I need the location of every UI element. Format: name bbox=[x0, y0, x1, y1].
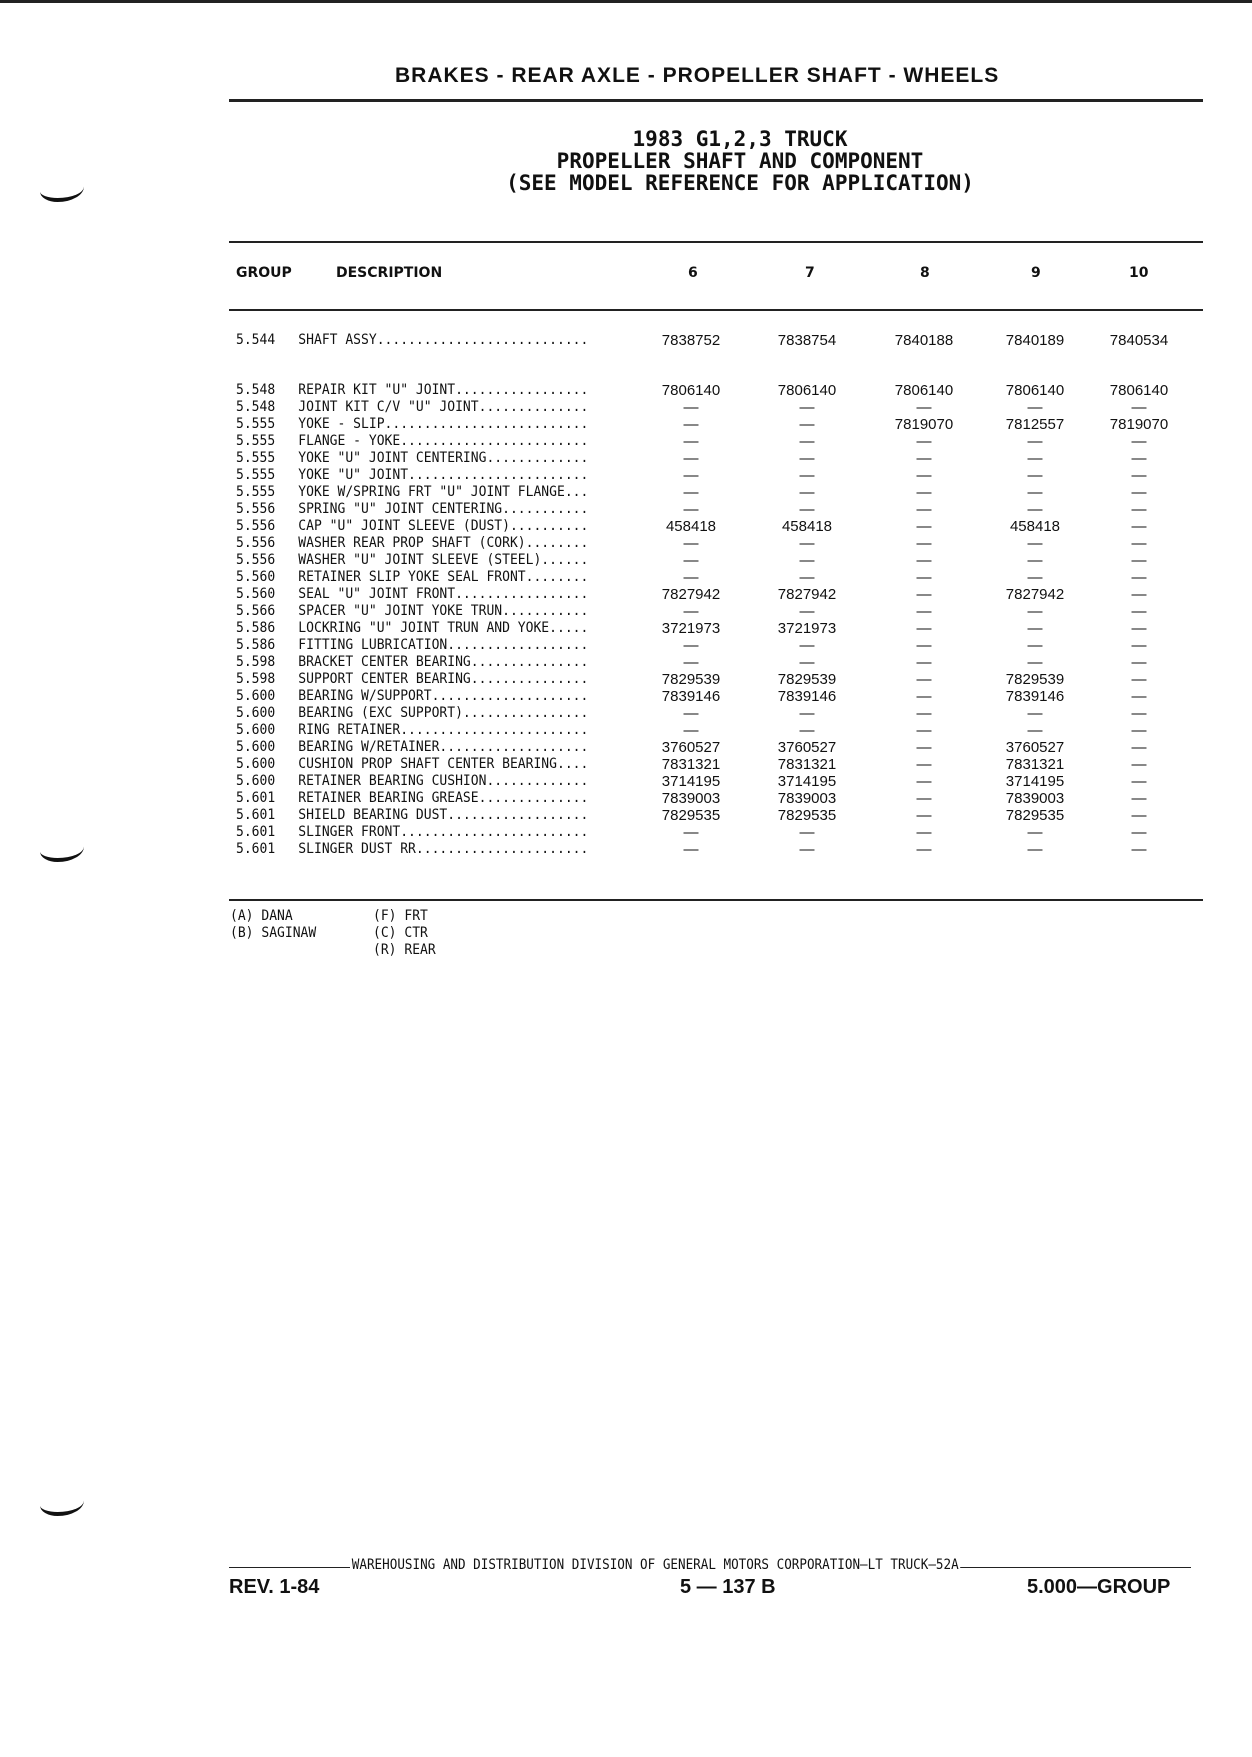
table-row bbox=[236, 688, 589, 705]
row-group: 5.600 bbox=[236, 722, 276, 738]
section-header: BRAKES - REAR AXLE - PROPELLER SHAFT - WHEELS bbox=[395, 64, 1000, 87]
row-cell-col-6: — bbox=[683, 535, 699, 552]
row-cell-col-7: — bbox=[799, 501, 815, 518]
row-cell-col-10: — bbox=[1131, 484, 1147, 501]
row-cell-col-10: — bbox=[1131, 739, 1147, 756]
row-cell-col-6: 7831321 bbox=[661, 756, 721, 773]
row-group: 5.586 bbox=[236, 637, 276, 653]
row-cell-col-8: — bbox=[916, 450, 932, 467]
row-group: 5.601 bbox=[236, 807, 276, 823]
row-cell-col-8: — bbox=[916, 773, 932, 790]
row-description: SUPPORT CENTER BEARING............... bbox=[298, 671, 589, 687]
row-cell-col-7: — bbox=[799, 824, 815, 841]
row-cell-col-6: — bbox=[683, 467, 699, 484]
row-cell-col-10: — bbox=[1131, 450, 1147, 467]
row-description: SHAFT ASSY........................... bbox=[298, 332, 589, 348]
column-header-9: 9 bbox=[1031, 265, 1041, 281]
row-description: SHIELD BEARING DUST.................. bbox=[298, 807, 589, 823]
row-group: 5.548 bbox=[236, 382, 276, 398]
row-description: SPACER "U" JOINT YOKE TRUN........... bbox=[298, 603, 589, 619]
footer-group: 5.000—GROUP bbox=[1027, 1576, 1171, 1598]
row-cell-col-7: — bbox=[799, 399, 815, 416]
binder-hole-mark bbox=[40, 1490, 84, 1516]
row-cell-col-9: — bbox=[1027, 824, 1043, 841]
row-cell-col-8: — bbox=[916, 756, 932, 773]
row-cell-col-10: — bbox=[1131, 467, 1147, 484]
row-cell-col-8: — bbox=[916, 620, 932, 637]
row-cell-col-9: 7831321 bbox=[1005, 756, 1065, 773]
table-row bbox=[236, 603, 589, 620]
table-row bbox=[236, 552, 589, 569]
row-cell-col-9: — bbox=[1027, 722, 1043, 739]
row-description: LOCKRING "U" JOINT TRUN AND YOKE..... bbox=[298, 620, 589, 636]
row-cell-col-7: 7806140 bbox=[777, 382, 837, 399]
row-cell-col-9: — bbox=[1027, 399, 1043, 416]
table-row bbox=[236, 382, 589, 399]
row-group: 5.601 bbox=[236, 841, 276, 857]
row-group: 5.556 bbox=[236, 518, 276, 534]
table-row bbox=[236, 756, 589, 773]
row-cell-col-9: 3714195 bbox=[1005, 773, 1065, 790]
table-row bbox=[236, 620, 589, 637]
table-row bbox=[236, 773, 589, 790]
row-cell-col-7: 7838754 bbox=[777, 332, 837, 349]
row-cell-col-7: 7839003 bbox=[777, 790, 837, 807]
row-cell-col-8: — bbox=[916, 535, 932, 552]
row-cell-col-6: — bbox=[683, 399, 699, 416]
table-row bbox=[236, 586, 589, 603]
row-cell-col-8: — bbox=[916, 569, 932, 586]
row-cell-col-8: — bbox=[916, 824, 932, 841]
header-rule bbox=[229, 99, 1203, 102]
row-cell-col-10: — bbox=[1131, 518, 1147, 535]
row-cell-col-9: 7840189 bbox=[1005, 332, 1065, 349]
row-cell-col-9: 458418 bbox=[1009, 518, 1061, 535]
legend-item: (A) DANA bbox=[230, 908, 293, 924]
row-cell-col-10: — bbox=[1131, 637, 1147, 654]
row-cell-col-6: 458418 bbox=[665, 518, 717, 535]
row-cell-col-6: — bbox=[683, 637, 699, 654]
table-row bbox=[236, 450, 589, 467]
row-cell-col-8: — bbox=[916, 671, 932, 688]
row-group: 5.555 bbox=[236, 433, 276, 449]
row-cell-col-10: — bbox=[1131, 773, 1147, 790]
row-description: SPRING "U" JOINT CENTERING........... bbox=[298, 501, 589, 517]
row-cell-col-6: 7839003 bbox=[661, 790, 721, 807]
legend-item: (B) SAGINAW bbox=[230, 925, 317, 941]
row-cell-col-8: — bbox=[916, 841, 932, 858]
row-description: SLINGER FRONT........................ bbox=[298, 824, 589, 840]
row-description: YOKE "U" JOINT....................... bbox=[298, 467, 589, 483]
row-cell-col-9: 7829535 bbox=[1005, 807, 1065, 824]
row-group: 5.600 bbox=[236, 688, 276, 704]
row-group: 5.556 bbox=[236, 535, 276, 551]
row-cell-col-10: — bbox=[1131, 501, 1147, 518]
row-group: 5.600 bbox=[236, 739, 276, 755]
row-description: RING RETAINER........................ bbox=[298, 722, 589, 738]
row-cell-col-7: — bbox=[799, 637, 815, 654]
row-cell-col-6: 3760527 bbox=[661, 739, 721, 756]
row-cell-col-6: — bbox=[683, 433, 699, 450]
row-cell-col-6: 3721973 bbox=[661, 620, 721, 637]
row-description: YOKE "U" JOINT CENTERING............. bbox=[298, 450, 589, 466]
row-group: 5.566 bbox=[236, 603, 276, 619]
row-cell-col-8: — bbox=[916, 688, 932, 705]
column-header-8: 8 bbox=[920, 265, 930, 281]
row-description: SEAL "U" JOINT FRONT................. bbox=[298, 586, 589, 602]
row-cell-col-7: 3721973 bbox=[777, 620, 837, 637]
row-cell-col-6: — bbox=[683, 484, 699, 501]
row-cell-col-10: — bbox=[1131, 841, 1147, 858]
row-cell-col-10: — bbox=[1131, 722, 1147, 739]
row-cell-col-6: — bbox=[683, 603, 699, 620]
table-row bbox=[236, 433, 589, 450]
row-cell-col-7: 7839146 bbox=[777, 688, 837, 705]
row-group: 5.556 bbox=[236, 501, 276, 517]
row-cell-col-7: — bbox=[799, 467, 815, 484]
row-cell-col-9: 7812557 bbox=[1005, 416, 1065, 433]
row-cell-col-8: — bbox=[916, 637, 932, 654]
row-description: REPAIR KIT "U" JOINT................. bbox=[298, 382, 589, 398]
row-cell-col-6: 7827942 bbox=[661, 586, 721, 603]
row-cell-col-8: — bbox=[916, 467, 932, 484]
row-description: YOKE W/SPRING FRT "U" JOINT FLANGE... bbox=[298, 484, 589, 500]
row-cell-col-10: — bbox=[1131, 756, 1147, 773]
row-group: 5.560 bbox=[236, 569, 276, 585]
row-cell-col-7: — bbox=[799, 535, 815, 552]
row-description: FLANGE - YOKE........................ bbox=[298, 433, 589, 449]
row-cell-col-9: — bbox=[1027, 552, 1043, 569]
table-row bbox=[236, 569, 589, 586]
row-description: WASHER REAR PROP SHAFT (CORK)........ bbox=[298, 535, 589, 551]
row-cell-col-6: 7839146 bbox=[661, 688, 721, 705]
row-cell-col-10: — bbox=[1131, 620, 1147, 637]
row-cell-col-9: — bbox=[1027, 637, 1043, 654]
column-header-7: 7 bbox=[805, 265, 815, 281]
row-cell-col-6: — bbox=[683, 416, 699, 433]
row-cell-col-9: — bbox=[1027, 705, 1043, 722]
row-cell-col-7: 7831321 bbox=[777, 756, 837, 773]
row-cell-col-10: — bbox=[1131, 807, 1147, 824]
row-cell-col-10: — bbox=[1131, 552, 1147, 569]
row-cell-col-6: — bbox=[683, 450, 699, 467]
row-cell-col-9: — bbox=[1027, 569, 1043, 586]
title-line-3: (SEE MODEL REFERENCE FOR APPLICATION) bbox=[506, 171, 974, 195]
row-cell-col-10: — bbox=[1131, 824, 1147, 841]
row-cell-col-10: — bbox=[1131, 433, 1147, 450]
row-cell-col-7: — bbox=[799, 603, 815, 620]
row-cell-col-6: — bbox=[683, 722, 699, 739]
row-cell-col-9: 7839146 bbox=[1005, 688, 1065, 705]
row-cell-col-10: — bbox=[1131, 671, 1147, 688]
row-cell-col-7: 7829539 bbox=[777, 671, 837, 688]
row-cell-col-6: 7829539 bbox=[661, 671, 721, 688]
row-cell-col-7: 3714195 bbox=[777, 773, 837, 790]
row-cell-col-10: — bbox=[1131, 569, 1147, 586]
row-cell-col-8: — bbox=[916, 501, 932, 518]
column-header-group: GROUP bbox=[236, 265, 292, 281]
row-cell-col-6: — bbox=[683, 824, 699, 841]
row-cell-col-9: — bbox=[1027, 535, 1043, 552]
row-group: 5.560 bbox=[236, 586, 276, 602]
row-cell-col-10: — bbox=[1131, 586, 1147, 603]
table-row bbox=[236, 518, 589, 535]
column-header-10: 10 bbox=[1129, 265, 1149, 281]
row-cell-col-7: — bbox=[799, 433, 815, 450]
row-cell-col-8: 7806140 bbox=[894, 382, 954, 399]
table-row bbox=[236, 705, 589, 722]
row-cell-col-7: — bbox=[799, 552, 815, 569]
row-cell-col-10: 7806140 bbox=[1109, 382, 1169, 399]
row-cell-col-8: — bbox=[916, 518, 932, 535]
row-cell-col-8: — bbox=[916, 722, 932, 739]
row-description: CUSHION PROP SHAFT CENTER BEARING.... bbox=[298, 756, 589, 772]
table-bottom-rule bbox=[229, 899, 1203, 901]
row-cell-col-7: 3760527 bbox=[777, 739, 837, 756]
footer-page-number: 5 — 137 B bbox=[680, 1576, 776, 1598]
row-cell-col-8: — bbox=[916, 654, 932, 671]
row-cell-col-7: — bbox=[799, 569, 815, 586]
row-cell-col-10: — bbox=[1131, 654, 1147, 671]
row-description: BRACKET CENTER BEARING............... bbox=[298, 654, 589, 670]
row-description: WASHER "U" JOINT SLEEVE (STEEL)...... bbox=[298, 552, 589, 568]
row-cell-col-7: 7827942 bbox=[777, 586, 837, 603]
row-cell-col-7: — bbox=[799, 841, 815, 858]
footer-division: WAREHOUSING AND DISTRIBUTION DIVISION OF GENERAL MOTORS CORPORATION—LT TRUCK—52A bbox=[351, 1557, 959, 1573]
row-cell-col-8: — bbox=[916, 586, 932, 603]
row-cell-col-6: — bbox=[683, 654, 699, 671]
title-line-1: 1983 G1,2,3 TRUCK bbox=[632, 127, 848, 151]
row-cell-col-7: — bbox=[799, 416, 815, 433]
row-description: BEARING W/RETAINER................... bbox=[298, 739, 589, 755]
row-cell-col-10: — bbox=[1131, 688, 1147, 705]
row-group: 5.555 bbox=[236, 450, 276, 466]
row-description: CAP "U" JOINT SLEEVE (DUST).......... bbox=[298, 518, 589, 534]
row-cell-col-8: — bbox=[916, 552, 932, 569]
row-cell-col-10: — bbox=[1131, 790, 1147, 807]
row-group: 5.556 bbox=[236, 552, 276, 568]
row-cell-col-6: 7829535 bbox=[661, 807, 721, 824]
table-row bbox=[236, 467, 589, 484]
row-description: RETAINER BEARING GREASE.............. bbox=[298, 790, 589, 806]
table-top-rule bbox=[229, 241, 1203, 243]
row-cell-col-8: — bbox=[916, 739, 932, 756]
row-group: 5.555 bbox=[236, 467, 276, 483]
row-description: RETAINER BEARING CUSHION............. bbox=[298, 773, 589, 789]
row-cell-col-9: — bbox=[1027, 501, 1043, 518]
row-cell-col-7: 7829535 bbox=[777, 807, 837, 824]
row-cell-col-8: — bbox=[916, 603, 932, 620]
row-cell-col-6: — bbox=[683, 841, 699, 858]
table-row bbox=[236, 807, 589, 824]
row-description: SLINGER DUST RR...................... bbox=[298, 841, 589, 857]
row-group: 5.548 bbox=[236, 399, 276, 415]
table-row bbox=[236, 824, 589, 841]
row-cell-col-9: 7829539 bbox=[1005, 671, 1065, 688]
row-cell-col-7: — bbox=[799, 450, 815, 467]
footer-revision: REV. 1-84 bbox=[229, 1576, 320, 1598]
row-group: 5.586 bbox=[236, 620, 276, 636]
row-cell-col-8: — bbox=[916, 790, 932, 807]
row-cell-col-9: — bbox=[1027, 841, 1043, 858]
row-cell-col-9: — bbox=[1027, 484, 1043, 501]
table-row bbox=[236, 671, 589, 688]
row-group: 5.544 bbox=[236, 332, 276, 348]
row-cell-col-9: 7827942 bbox=[1005, 586, 1065, 603]
row-cell-col-9: — bbox=[1027, 433, 1043, 450]
row-cell-col-6: — bbox=[683, 501, 699, 518]
table-row bbox=[236, 722, 589, 739]
top-border bbox=[0, 0, 1252, 3]
row-cell-col-9: 7839003 bbox=[1005, 790, 1065, 807]
row-group: 5.600 bbox=[236, 756, 276, 772]
table-row bbox=[236, 790, 589, 807]
row-group: 5.600 bbox=[236, 705, 276, 721]
legend-right bbox=[373, 908, 436, 959]
table-row bbox=[236, 654, 589, 671]
row-description: FITTING LUBRICATION.................. bbox=[298, 637, 589, 653]
row-cell-col-8: — bbox=[916, 705, 932, 722]
row-cell-col-10: — bbox=[1131, 399, 1147, 416]
row-cell-col-7: — bbox=[799, 484, 815, 501]
row-group: 5.598 bbox=[236, 654, 276, 670]
table-row bbox=[236, 332, 589, 349]
table-row bbox=[236, 484, 589, 501]
row-description: BEARING (EXC SUPPORT)................ bbox=[298, 705, 589, 721]
row-cell-col-8: — bbox=[916, 484, 932, 501]
row-cell-col-9: — bbox=[1027, 467, 1043, 484]
binder-hole-mark bbox=[40, 836, 84, 862]
row-description: BEARING W/SUPPORT.................... bbox=[298, 688, 589, 704]
row-cell-col-6: 3714195 bbox=[661, 773, 721, 790]
row-cell-col-6: 7838752 bbox=[661, 332, 721, 349]
row-group: 5.601 bbox=[236, 790, 276, 806]
row-cell-col-8: — bbox=[916, 807, 932, 824]
row-cell-col-6: — bbox=[683, 705, 699, 722]
row-cell-col-8: — bbox=[916, 399, 932, 416]
row-cell-col-8: 7840188 bbox=[894, 332, 954, 349]
row-cell-col-8: 7819070 bbox=[894, 416, 954, 433]
row-description: YOKE - SLIP.......................... bbox=[298, 416, 589, 432]
row-cell-col-7: — bbox=[799, 705, 815, 722]
row-cell-col-10: 7819070 bbox=[1109, 416, 1169, 433]
row-group: 5.555 bbox=[236, 416, 276, 432]
row-group: 5.601 bbox=[236, 824, 276, 840]
column-header-rule bbox=[229, 309, 1203, 311]
row-cell-col-9: — bbox=[1027, 450, 1043, 467]
legend-item: (F) FRT bbox=[373, 908, 428, 924]
row-cell-col-6: 7806140 bbox=[661, 382, 721, 399]
column-header-6: 6 bbox=[688, 265, 698, 281]
row-cell-col-10: — bbox=[1131, 705, 1147, 722]
legend-left bbox=[230, 908, 316, 942]
row-cell-col-10: 7840534 bbox=[1109, 332, 1169, 349]
row-cell-col-10: — bbox=[1131, 535, 1147, 552]
row-cell-col-9: 7806140 bbox=[1005, 382, 1065, 399]
row-cell-col-7: — bbox=[799, 654, 815, 671]
row-cell-col-7: — bbox=[799, 722, 815, 739]
row-cell-col-6: — bbox=[683, 552, 699, 569]
column-header-description: DESCRIPTION bbox=[336, 265, 443, 281]
row-group: 5.555 bbox=[236, 484, 276, 500]
row-group: 5.598 bbox=[236, 671, 276, 687]
row-group: 5.600 bbox=[236, 773, 276, 789]
row-cell-col-10: — bbox=[1131, 603, 1147, 620]
table-row bbox=[236, 501, 589, 518]
title-line-2: PROPELLER SHAFT AND COMPONENT bbox=[556, 149, 924, 173]
table-row bbox=[236, 535, 589, 552]
row-cell-col-8: — bbox=[916, 433, 932, 450]
legend-item: (C) CTR bbox=[373, 925, 428, 941]
legend-item: (R) REAR bbox=[373, 942, 436, 958]
page-title bbox=[460, 128, 1020, 194]
binder-hole-mark bbox=[40, 176, 84, 202]
row-cell-col-9: — bbox=[1027, 654, 1043, 671]
row-cell-col-7: 458418 bbox=[781, 518, 833, 535]
table-row bbox=[236, 739, 589, 756]
table-row bbox=[236, 399, 589, 416]
row-cell-col-9: — bbox=[1027, 620, 1043, 637]
table-row bbox=[236, 416, 589, 433]
row-cell-col-9: 3760527 bbox=[1005, 739, 1065, 756]
table-row bbox=[236, 841, 589, 858]
row-cell-col-9: — bbox=[1027, 603, 1043, 620]
table-row bbox=[236, 637, 589, 654]
row-cell-col-6: — bbox=[683, 569, 699, 586]
row-description: RETAINER SLIP YOKE SEAL FRONT........ bbox=[298, 569, 589, 585]
row-description: JOINT KIT C/V "U" JOINT.............. bbox=[298, 399, 589, 415]
